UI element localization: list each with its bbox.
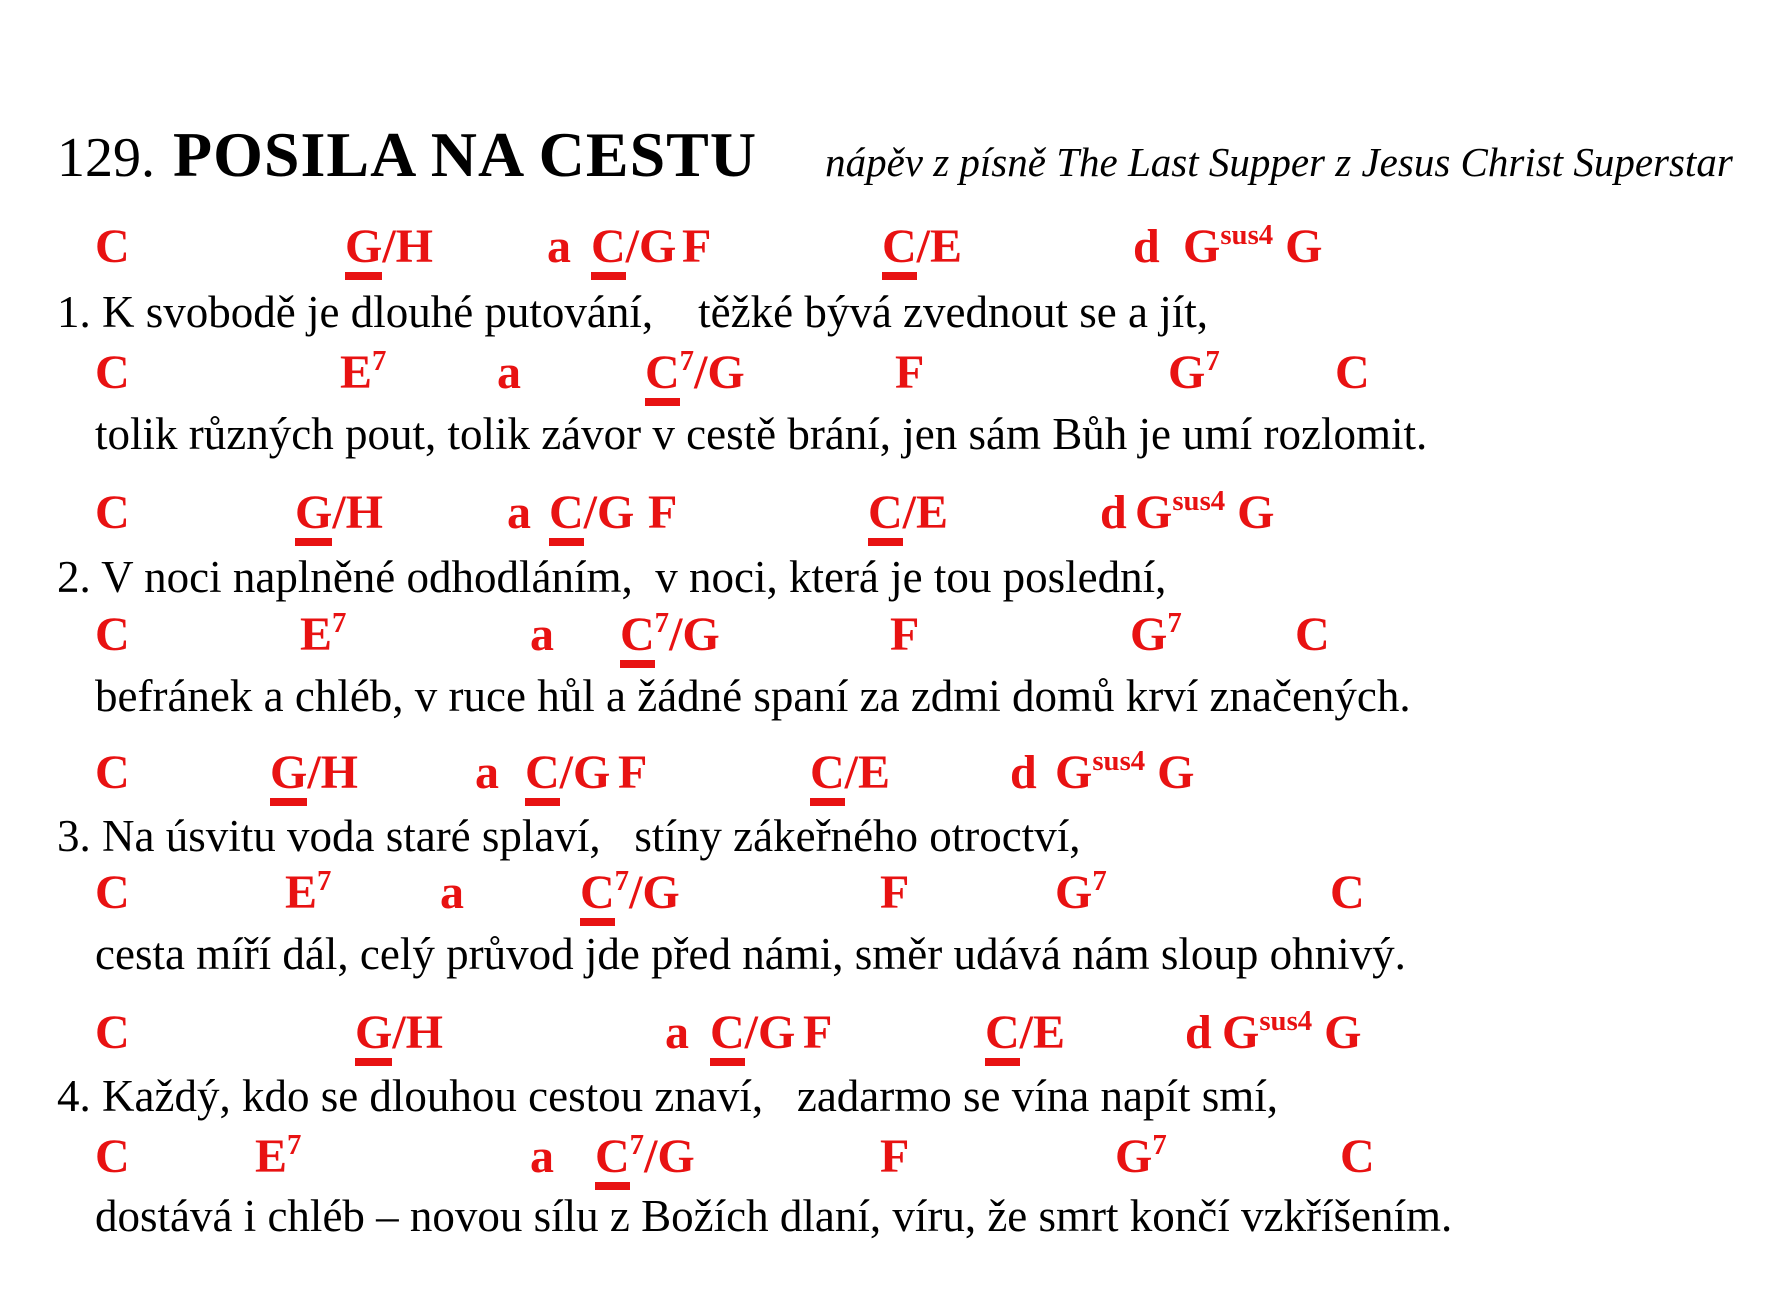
chord: $E^7$ (255, 1129, 302, 1183)
chord: a (547, 220, 571, 273)
chord: G/H (270, 748, 358, 806)
verse-1-lyric-line: 1. K svobodě je dlouhé putování, těžké bývá zvednout se a jít, (57, 287, 1208, 337)
chord: F (890, 608, 920, 661)
chord: $G^{sus4}$ G (1135, 485, 1275, 539)
song-title: POSILA NA CESTU (173, 119, 758, 190)
chord: a (530, 608, 554, 661)
chord: C (95, 346, 130, 399)
chord: $G^{sus4}$ G (1055, 745, 1195, 799)
chord: d (1010, 746, 1037, 799)
chord: C (95, 1006, 130, 1059)
verse-2-chord-line (0, 485, 1773, 548)
chord: d (1185, 1006, 1212, 1059)
verse-2-lyric-line: 2. V noci naplněné odhodláním, v noci, která je tou poslední, (57, 552, 1167, 602)
chord: d (1133, 220, 1160, 273)
chord: $C^7/G$ (645, 348, 745, 406)
verse-1-lyric-line: tolik různých pout, tolik závor v cestě brání, jen sám Bůh je umí rozlomit. (95, 409, 1428, 459)
chord: C/G (710, 1008, 795, 1066)
chord: C/E (810, 748, 890, 806)
chord: $E^7$ (285, 865, 332, 919)
chord: G/H (295, 488, 383, 546)
chord: C (95, 486, 130, 539)
chord: a (497, 346, 521, 399)
chord: C (95, 220, 130, 273)
chord: C (1340, 1130, 1375, 1183)
chord: C/G (525, 748, 610, 806)
chord: a (665, 1006, 689, 1059)
chord: C (95, 608, 130, 661)
chord: C (1295, 608, 1330, 661)
chord: F (895, 346, 925, 399)
chord: $C^7/G$ (580, 868, 680, 926)
verse-2-chord-line (0, 607, 1773, 670)
chord: C (1330, 866, 1365, 919)
chord: $G^7$ (1055, 865, 1107, 919)
verse-2-lyric-line: befránek a chléb, v ruce hůl a žádné spaní za zdmi domů krví značených. (95, 671, 1411, 721)
chord: C/E (868, 488, 948, 546)
chord: a (507, 486, 531, 539)
chord: C (1335, 346, 1370, 399)
chord: $C^7/G$ (620, 610, 720, 668)
verse-4-chord-line (0, 1005, 1773, 1068)
chord: d (1100, 486, 1127, 539)
verse-3-lyric-line: 3. Na úsvitu voda staré splaví, stíny zákeřného otroctví, (57, 811, 1081, 861)
verse-3-chord-line (0, 865, 1773, 928)
chord: $G^7$ (1130, 607, 1182, 661)
chord: F (880, 866, 910, 919)
chord: F (803, 1006, 833, 1059)
chord: F (648, 486, 678, 539)
tune-note: nápěv z písně The Last Supper z Jesus Christ Superstar (825, 139, 1733, 185)
chord: F (682, 220, 712, 273)
chord: F (880, 1130, 910, 1183)
chord: G/H (355, 1008, 443, 1066)
chord: $E^7$ (300, 607, 347, 661)
song-header (57, 118, 1733, 192)
chord: a (475, 746, 499, 799)
chord: C (95, 1130, 130, 1183)
chord: C/G (591, 222, 676, 280)
chord: G/H (345, 222, 433, 280)
verse-4-lyric-line: dostává i chléb – novou sílu z Božích dlaní, víru, že smrt končí vzkříšením. (95, 1191, 1453, 1241)
chord: a (440, 866, 464, 919)
chord: $C^7/G$ (595, 1132, 695, 1190)
chord: $E^7$ (340, 345, 387, 399)
chord: C/E (882, 222, 962, 280)
verse-3-chord-line (0, 745, 1773, 808)
verse-4-chord-line (0, 1129, 1773, 1192)
chord: C/E (985, 1008, 1065, 1066)
verse-3-lyric-line: cesta míří dál, celý průvod jde před námi, směr udává nám sloup ohnivý. (95, 929, 1406, 979)
chord: F (618, 746, 648, 799)
chord: C (95, 866, 130, 919)
verse-1-chord-line (0, 219, 1773, 282)
chord: C (95, 746, 130, 799)
chord: $G^{sus4}$ G (1183, 219, 1323, 273)
chord: a (530, 1130, 554, 1183)
song-number: 129. (57, 127, 155, 189)
verse-1-chord-line (0, 345, 1773, 408)
verse-4-lyric-line: 4. Každý, kdo se dlouhou cestou znaví, zadarmo se vína napít smí, (57, 1071, 1278, 1121)
chord: $G^7$ (1168, 345, 1220, 399)
chord: C/G (549, 488, 634, 546)
chord: $G^7$ (1115, 1129, 1167, 1183)
chord: $G^{sus4}$ G (1222, 1005, 1362, 1059)
